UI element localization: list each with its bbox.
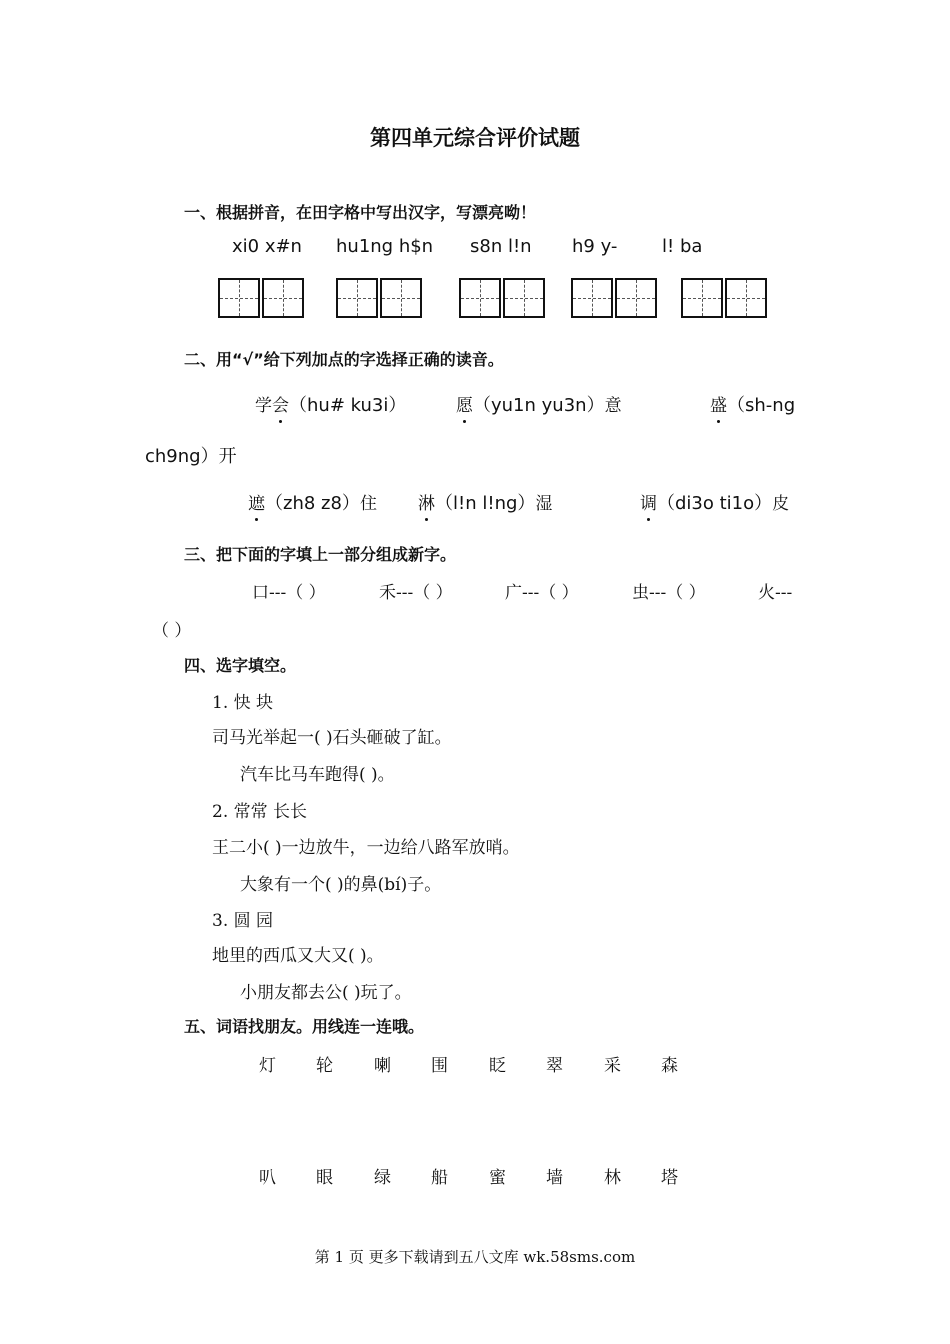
match-top-char[interactable]: 灯 xyxy=(259,1056,276,1076)
pinyin-3: s8n l!n xyxy=(470,236,532,257)
tianzige-box[interactable] xyxy=(681,278,723,318)
match-top-char[interactable]: 喇 xyxy=(374,1056,391,1076)
tianzige-box[interactable] xyxy=(459,278,501,318)
tianzige-box[interactable] xyxy=(380,278,422,318)
tianzige-box[interactable] xyxy=(218,278,260,318)
radical-item[interactable]: 虫---（ ） xyxy=(632,583,706,603)
match-bottom-char[interactable]: 船 xyxy=(431,1168,448,1188)
match-bottom-char[interactable]: 眼 xyxy=(316,1168,333,1188)
fill-sentence[interactable]: 司马光举起一( )石头砸破了缸。 xyxy=(212,728,452,748)
reading-item-3 xyxy=(710,391,795,417)
fill-sentence[interactable]: 王二小( )一边放牛，一边给八路军放哨。 xyxy=(212,838,520,858)
dotted-char: 愿 xyxy=(456,391,473,416)
reading-item-6 xyxy=(640,489,789,515)
radical-item[interactable]: 火--- xyxy=(758,583,793,603)
match-top-char[interactable]: 围 xyxy=(431,1056,448,1076)
match-top-char[interactable]: 轮 xyxy=(316,1056,333,1076)
reading-options[interactable]: （yu1n yu3n） xyxy=(473,395,605,416)
reading-post: 住 xyxy=(359,494,377,514)
choice-label: 3. 圆 园 xyxy=(212,911,274,931)
pinyin-4: h9 y- xyxy=(572,236,618,257)
radical-wrap[interactable]: （ ） xyxy=(152,621,192,641)
match-bottom-char[interactable]: 林 xyxy=(604,1168,621,1188)
reading-wrap xyxy=(145,442,237,468)
reading-item-5 xyxy=(418,489,552,515)
section-4-heading: 四、选字填空。 xyxy=(184,656,297,675)
match-bottom-char[interactable]: 叭 xyxy=(259,1168,276,1188)
page-footer: 第 1 页 更多下载请到五八文库 wk.58sms.com xyxy=(314,1248,636,1266)
match-top-char[interactable]: 眨 xyxy=(489,1056,506,1076)
reading-wrap-text: ch9ng）开 xyxy=(145,446,237,467)
section-1-heading: 一、根据拼音，在田字格中写出汉字，写漂亮呦！ xyxy=(184,203,537,222)
match-bottom-char[interactable]: 蜜 xyxy=(489,1168,506,1188)
reading-item-2 xyxy=(456,391,622,417)
reading-options[interactable]: （di3o ti1o） xyxy=(657,493,773,514)
match-top-char[interactable]: 翠 xyxy=(546,1056,563,1076)
tianzige-box[interactable] xyxy=(615,278,657,318)
section-3-heading: 三、把下面的字填上一部分组成新字。 xyxy=(184,545,457,564)
match-top-char[interactable]: 采 xyxy=(604,1056,621,1076)
match-top-char[interactable]: 森 xyxy=(661,1056,678,1076)
reading-item-4 xyxy=(248,489,377,515)
pinyin-2: hu1ng h$n xyxy=(336,236,434,257)
dotted-char: 淋 xyxy=(418,489,435,514)
page-title: 第四单元综合评价试题 xyxy=(370,126,580,150)
fill-sentence[interactable]: 汽车比马车跑得( )。 xyxy=(240,765,395,785)
radical-item[interactable]: 禾---（ ） xyxy=(379,583,453,603)
reading-post: 意 xyxy=(604,396,622,416)
dotted-char: 调 xyxy=(640,489,657,514)
reading-options[interactable]: （sh-ng xyxy=(727,395,796,416)
radical-item[interactable]: 广---（ ） xyxy=(505,583,579,603)
section-5-heading: 五、词语找朋友。用线连一连哦。 xyxy=(184,1017,425,1036)
tianzige-box[interactable] xyxy=(262,278,304,318)
dotted-char: 盛 xyxy=(710,391,727,416)
reading-post: 湿 xyxy=(535,494,553,514)
match-bottom-char[interactable]: 绿 xyxy=(374,1168,391,1188)
choice-label: 1. 快 块 xyxy=(212,693,274,713)
tianzige-box[interactable] xyxy=(336,278,378,318)
section-2-heading: 二、用“√”给下列加点的字选择正确的读音。 xyxy=(184,350,504,369)
pinyin-5: l! ba xyxy=(662,236,703,257)
fill-sentence[interactable]: 大象有一个( )的鼻(bí)子。 xyxy=(240,875,442,895)
reading-pre: 学 xyxy=(255,396,272,416)
dotted-char: 会 xyxy=(272,391,289,416)
reading-item-1 xyxy=(255,391,406,417)
fill-sentence[interactable]: 小朋友都去公( )玩了。 xyxy=(240,983,412,1003)
match-bottom-char[interactable]: 墙 xyxy=(546,1168,563,1188)
reading-options[interactable]: （hu# ku3i） xyxy=(289,395,407,416)
tianzige-box[interactable] xyxy=(503,278,545,318)
match-bottom-char[interactable]: 塔 xyxy=(661,1168,678,1188)
reading-post: 皮 xyxy=(772,494,790,514)
radical-item[interactable]: 口---（ ） xyxy=(252,583,326,603)
dotted-char: 遮 xyxy=(248,489,265,514)
fill-sentence[interactable]: 地里的西瓜又大又( )。 xyxy=(212,946,384,966)
tianzige-box[interactable] xyxy=(571,278,613,318)
reading-options[interactable]: （l!n l!ng） xyxy=(435,493,536,514)
pinyin-1: xi0 x#n xyxy=(232,236,302,257)
choice-label: 2. 常常 长长 xyxy=(212,802,308,822)
reading-options[interactable]: （zh8 z8） xyxy=(265,493,360,514)
tianzige-box[interactable] xyxy=(725,278,767,318)
